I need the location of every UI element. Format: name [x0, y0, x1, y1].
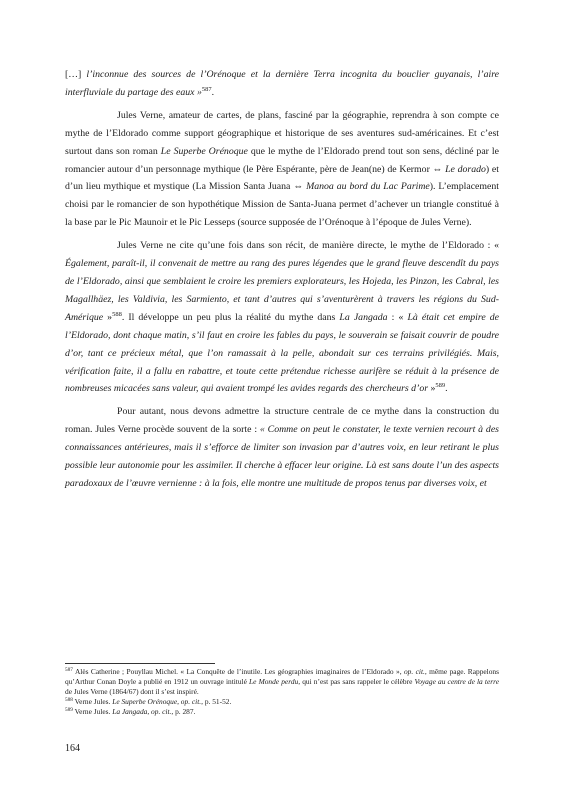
text-span: , qui n’est pas sans rappeler le célèbre [298, 676, 415, 686]
text-span: , [177, 696, 181, 706]
italic-quote: Là était cet empire de l’Eldorado, dont chaque matin, s’il faut en croire les fables du pays, le souverain se faisait couvrir de poudre d’or, tant ce précieux métal, que l’on ramassait à la pelle, abondait sur ces terrains privilégiés. Mais, vérification faite, il a fallu en rabattre, et toute cette prétendue richesse aurifère se réduit à la présence de nombreuses micacées sans valeur, qui avaient trompé les avides regards des chercheurs d’or [65, 311, 500, 395]
italic-title: La Jangada [339, 311, 388, 323]
italic-text: Le dorado [445, 163, 486, 175]
italic-quote: « Comme on peut le constater, le texte vernien recourt à des connaissances antérieures, mais il s’efforce de limiter son invasion par d’autres voix, en leur retirant le plus possible leur autonomie pour les assimiler. Il cherche à effacer leur origine. Là est sans doute l’un des aspects paradoxaux de l’œuvre vernienne : à la fois, elle montre une multitude de propos tenus par diverses voix, et [65, 424, 499, 489]
footnote-number: 588 [65, 696, 73, 703]
paragraph-quote-end [65, 66, 499, 102]
paragraph-structure [65, 403, 499, 493]
page-number: 164 [65, 743, 80, 754]
footnote-ref-587[interactable]: 587 [201, 85, 212, 93]
footnote-separator [65, 663, 215, 664]
footnote-588 [65, 697, 499, 707]
italic-title: Le Monde perdu [249, 676, 299, 686]
footnote-ref-589[interactable]: 589 [435, 382, 446, 390]
italic-title: Le Superbe Orénoque [112, 696, 178, 706]
paragraph-jules-verne-eldorado [65, 107, 499, 232]
text-span: , p. 287. [171, 706, 196, 716]
text-span: Verne Jules. [72, 706, 113, 716]
italic-title: Voyage au centre de la terre [414, 676, 499, 686]
text-span: » [103, 311, 113, 323]
text-span: ) et d’un lieu mythique et mystique (La Mission Santa Juana ⇔ [65, 163, 499, 193]
text-span: , [399, 667, 404, 676]
text-span: , même page. Rappelons qu’Arthur Conan Doyle a publié en 1912 un ouvrage intitulé [65, 667, 499, 686]
footnote-589 [65, 707, 499, 717]
italic-title: Le Superbe Orénoque [160, 145, 248, 157]
text-span: de Jules Verne (1864/67) dont il s’est inspiré. [65, 686, 199, 696]
text-span: Jules Verne, amateur de cartes, de plans, fasciné par la géographie, reprendra à son compte ce mythe de l’Eldorado comme support géographique et historique de ses aventures sud-américaines. Et c’est surtout dans son roman [65, 109, 499, 157]
text-span: , p. 51-52. [201, 696, 232, 706]
text-span: Alès Catherine ; Pouyllau Michel. « La Conquête de l’inutile. Les géographies imaginaires de l’Eldorado » [72, 667, 400, 676]
text-span: . [211, 86, 215, 98]
text-span: […] [65, 69, 87, 80]
footnote-587 [65, 667, 499, 697]
text-span: , [147, 706, 152, 716]
text-span: Jules Verne ne cite qu’une fois dans son récit, de manière directe, le mythe de l’Eldorado : « [117, 240, 499, 252]
footnote-ref-588[interactable]: 588 [112, 310, 122, 318]
italic-title: La Jangada [112, 706, 148, 716]
main-text [65, 66, 499, 498]
footnote-number: 587 [65, 667, 73, 673]
text-span: » [428, 383, 436, 395]
text-span: : « [387, 311, 408, 323]
text-span: que le mythe de l’Eldorado prend tout son sens, décliné par le romancier autour d’un personnage mythique (le Père Espérante, père de Jean(ne) de Kermor ⇔ [65, 145, 500, 175]
italic-text: op. cit. [180, 696, 202, 706]
text-span: Verne Jules. [72, 696, 113, 706]
paragraph-direct-citation [65, 237, 499, 398]
italic-quote: Également, paraît-il, il convenait de mettre au rang des pures légendes que le grand fleuve descendît du pays de l’Eldorado, ainsi que semblaient le croire les premiers explorateurs, les Hojeda, les Pinzon, les Cabral, les Magallhäez, les Valdivia, les Sarmiento, et tant d’autres qui s’aventurèrent à travers les régions du Sud-Amérique [65, 258, 499, 323]
text-span: . [445, 383, 448, 395]
italic-quote: l’inconnue des sources de l’Orénoque et la dernière Terra incognita du bouclier guyanais, l’aire interfluviale du partage des eaux » [65, 69, 499, 98]
italic-text: op. cit. [403, 667, 425, 676]
italic-text: Manoa au bord du Lac Parime [306, 181, 430, 193]
italic-text: op. cit. [151, 706, 172, 716]
footnotes [65, 663, 499, 717]
text-span: Pour autant, nous devons admettre la structure centrale de ce mythe dans la construction du roman. Jules Verne procède souvent de la sorte : [65, 406, 499, 436]
footnote-number: 589 [65, 706, 73, 713]
text-span: ). L’emplacement choisi par le romancier de son hypothétique Mission de Santa-Juana permet d’achever un triangle constitué à la base par le Pic Maunoir et le Pic Lesseps (source supposée de l’Orénoque à l’époque de Jules Verne). [65, 181, 499, 229]
text-span: . Il développe un peu plus la réalité du mythe dans [121, 311, 340, 323]
